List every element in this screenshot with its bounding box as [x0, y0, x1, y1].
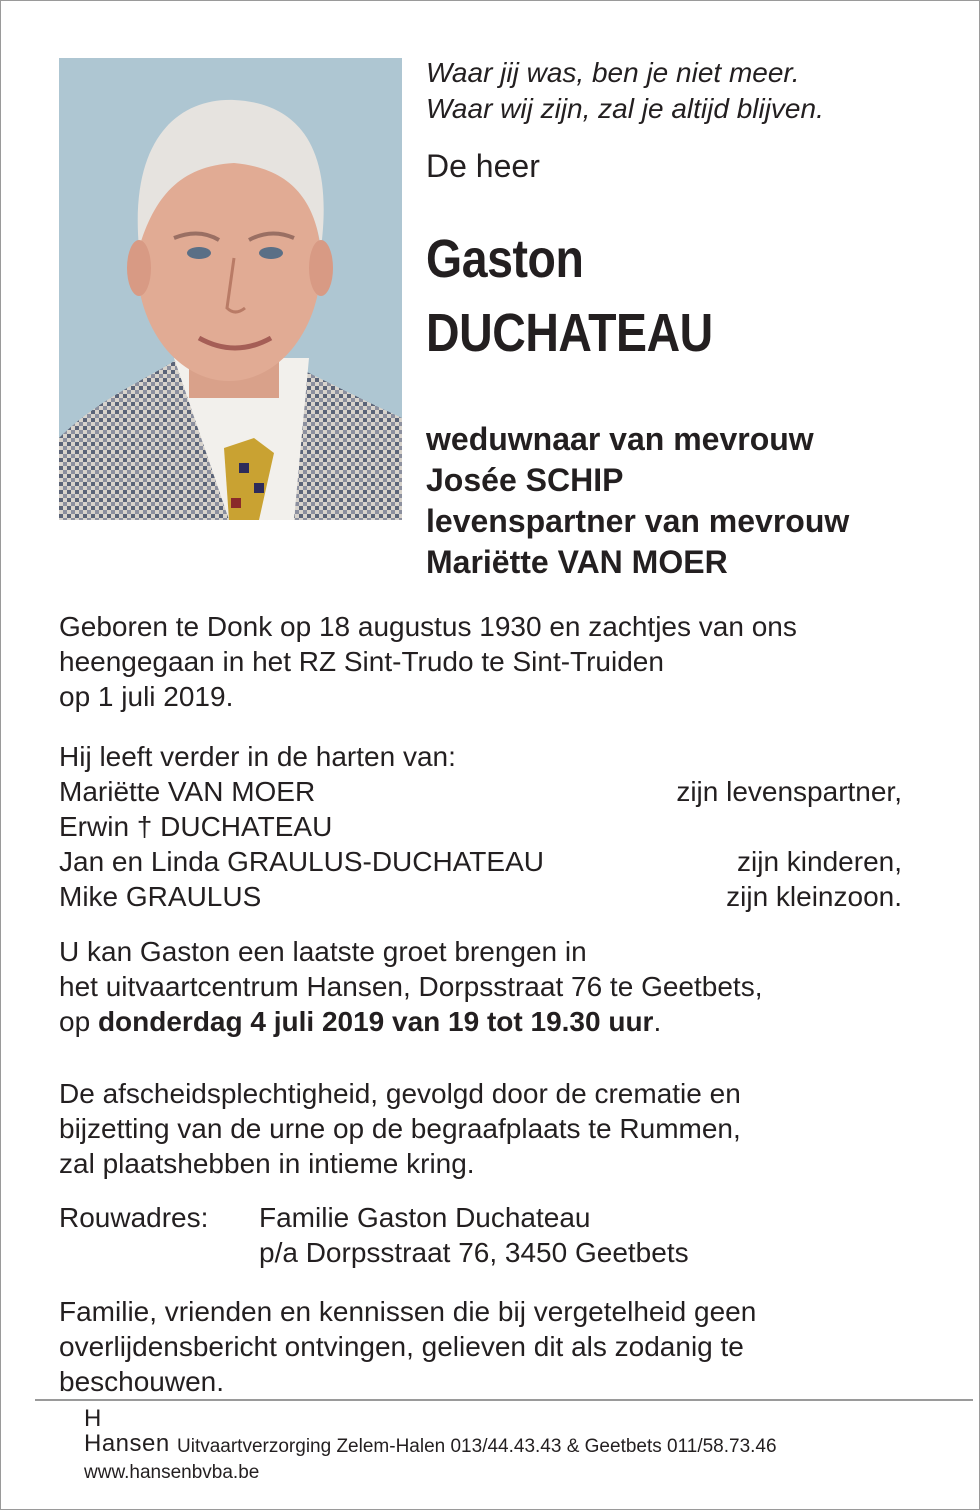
visitation-datetime: donderdag 4 juli 2019 van 19 tot 19.30 uur [97, 1006, 654, 1037]
relation-line: weduwnaar van mevrouw [426, 421, 814, 457]
text-line: Geboren te Donk op 18 augustus 1930 en zachtjes van ons [59, 611, 797, 642]
logo-mark: H [84, 1405, 102, 1432]
text-line: overlijdensbericht ontvingen, gelieven dit als zodanig te [59, 1331, 744, 1362]
text-line: Familie, vrienden en kennissen die bij vergetelheid geen [59, 1296, 757, 1327]
text-line: bijzetting van de urne op de begraafplaats te Rummen, [59, 1113, 741, 1144]
portrait-photo [59, 58, 402, 520]
text-line: het uitvaartcentrum Hansen, Dorpsstraat 76 te Geetbets, [59, 971, 763, 1002]
footer-divider [35, 1399, 973, 1401]
quote-line: Waar wij zijn, zal je altijd blijven. [426, 93, 824, 124]
relations [426, 419, 849, 583]
survivors-list [59, 739, 902, 914]
text-line: heengegaan in het RZ Sint-Trudo te Sint-Truiden [59, 646, 664, 677]
text-line: U kan Gaston een laatste groet brengen in [59, 936, 587, 967]
relation-line: levenspartner van mevrouw [426, 503, 850, 539]
mourning-address-label: Rouwadres: [59, 1202, 209, 1233]
last-name: DUCHATEAU [426, 303, 713, 363]
footer-info: Uitvaartverzorging Zelem-Halen 013/44.43.43 & Geetbets 011/58.73.46 [177, 1436, 777, 1457]
closing-paragraph [59, 1294, 756, 1399]
survivor-name: Jan en Linda GRAULUS-DUCHATEAU [59, 846, 544, 877]
visitation-suffix: . [653, 1006, 662, 1037]
relation-line: Josée SCHIP [426, 462, 624, 498]
survivor-name: Mariëtte VAN MOER [59, 776, 316, 807]
relation-line: Mariëtte VAN MOER [426, 544, 728, 580]
text-line: beschouwen. [59, 1366, 225, 1397]
logo-wordmark: Hansen [84, 1430, 170, 1457]
birth-death-paragraph [59, 609, 797, 714]
survivor-name: Erwin † DUCHATEAU [59, 811, 333, 842]
first-name: Gaston [426, 229, 584, 289]
text-line: op 1 juli 2019. [59, 681, 234, 712]
footer-url[interactable]: www.hansenbvba.be [84, 1462, 260, 1483]
visitation-prefix: op [59, 1006, 98, 1037]
survivor-role: zijn levenspartner, [676, 776, 902, 807]
text-line [59, 1004, 762, 1039]
quote-line: Waar jij was, ben je niet meer. [426, 57, 800, 88]
mourning-address-value [259, 1200, 689, 1270]
address-line: p/a Dorpsstraat 76, 3450 Geetbets [259, 1237, 689, 1268]
address-line: Familie Gaston Duchateau [259, 1202, 591, 1233]
survivor-name: Mike GRAULUS [59, 881, 262, 912]
survivors-intro: Hij leeft verder in de harten van: [59, 741, 456, 772]
visitation-paragraph [59, 934, 762, 1039]
survivor-row [59, 844, 902, 879]
survivor-row [59, 774, 902, 809]
text-line: zal plaatshebben in intieme kring. [59, 1148, 475, 1179]
salutation: De heer [426, 148, 540, 184]
survivor-row [59, 879, 902, 914]
survivor-role: zijn kleinzoon. [726, 881, 902, 912]
ceremony-paragraph [59, 1076, 741, 1181]
memorial-quote [426, 55, 824, 127]
survivor-role: zijn kinderen, [737, 846, 902, 877]
text-line: De afscheidsplechtigheid, gevolgd door de crematie en [59, 1078, 741, 1109]
survivor-row [59, 809, 902, 844]
deceased-name [426, 222, 713, 370]
